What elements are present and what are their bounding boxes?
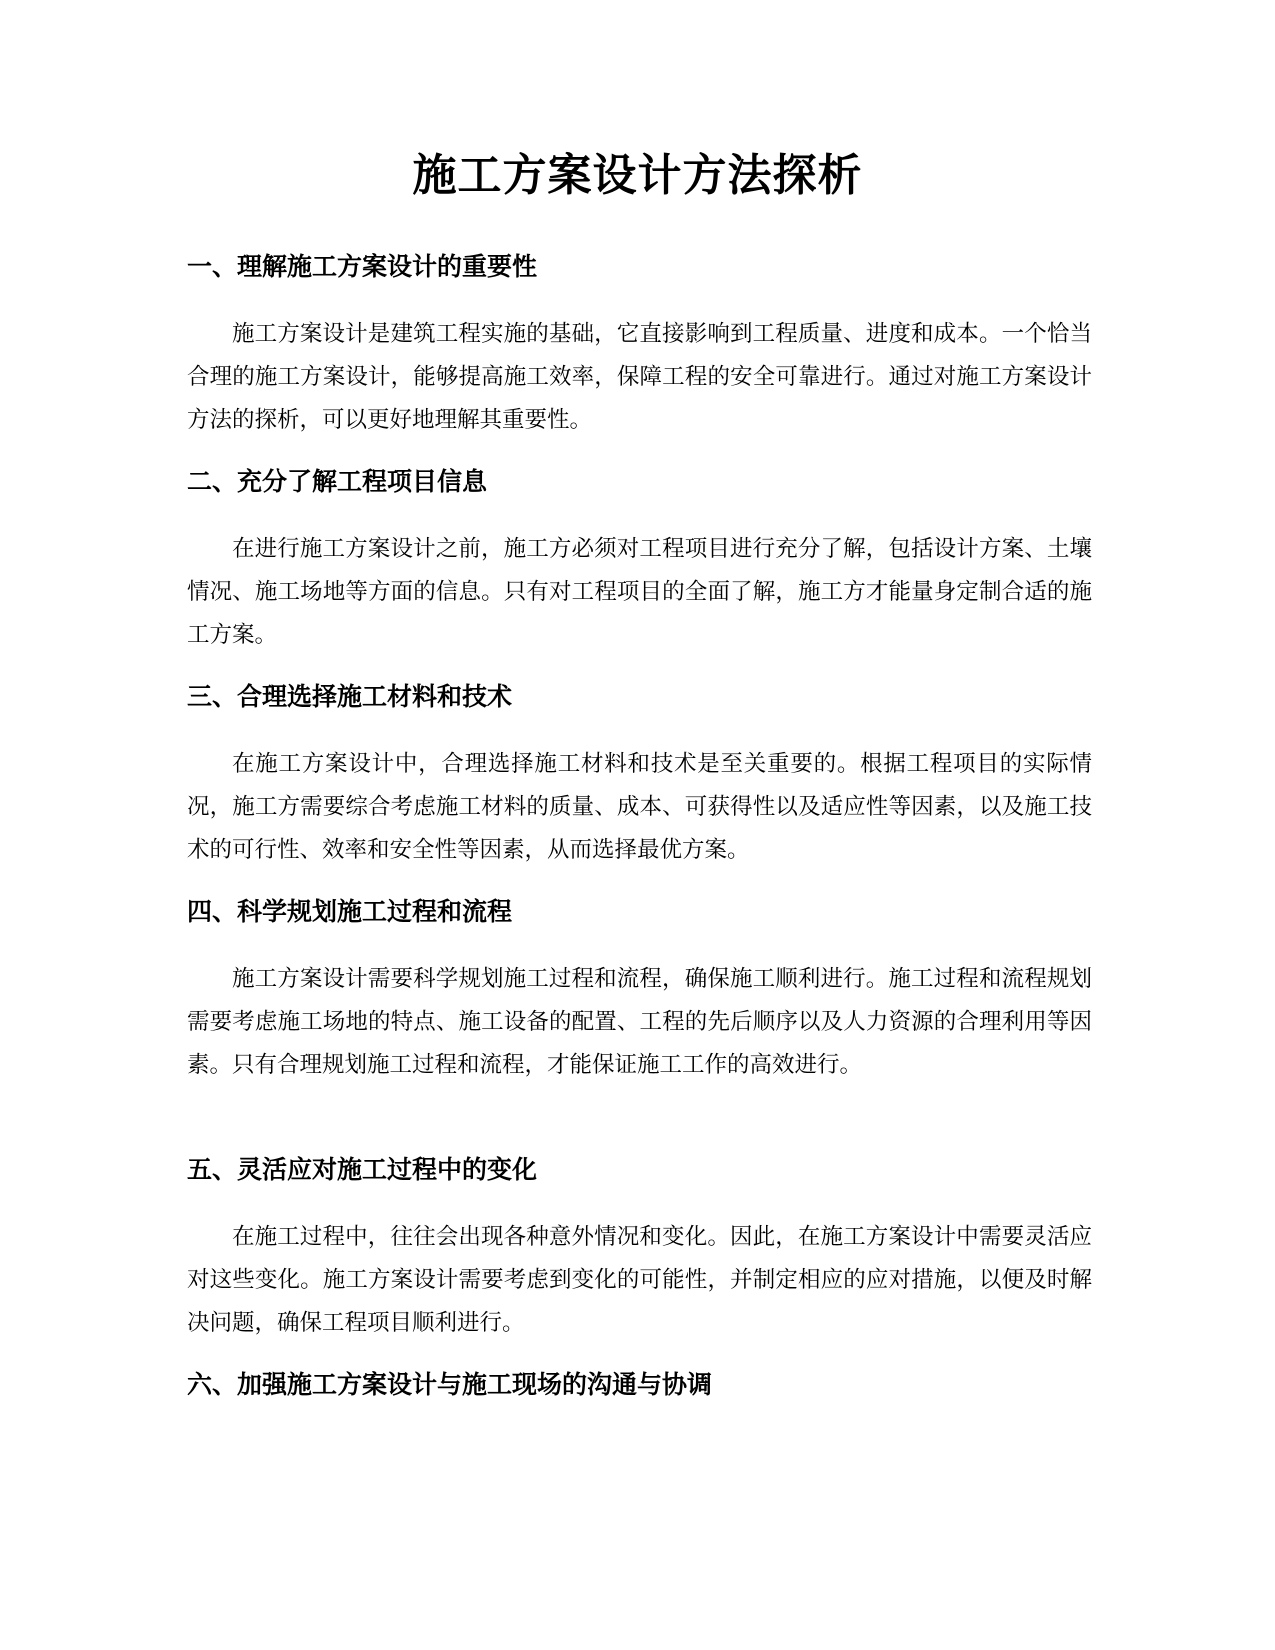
section-heading-6: 六、加强施工方案设计与施工现场的沟通与协调 bbox=[187, 1370, 713, 1399]
section-paragraph-4: 施工方案设计需要科学规划施工过程和流程，确保施工顺利进行。施工过程和流程规划需要考虑施工场地的特点、施工设备的配置、工程的先后顺序以及人力资源的合理利用等因素。只有合理规划施工过程和流程，才能保证施工工作的高效进行。 bbox=[187, 966, 1092, 1078]
section-heading-4: 四、科学规划施工过程和流程 bbox=[187, 897, 513, 926]
section-heading-1: 一、理解施工方案设计的重要性 bbox=[187, 252, 538, 281]
section-paragraph-1: 施工方案设计是建筑工程实施的基础，它直接影响到工程质量、进度和成本。一个恰当合理的施工方案设计，能够提高施工效率，保障工程的安全可靠进行。通过对施工方案设计方法的探析，可以更好地理解其重要性。 bbox=[187, 321, 1092, 433]
section-heading-3: 三、合理选择施工材料和技术 bbox=[187, 682, 513, 711]
section-heading-5: 五、灵活应对施工过程中的变化 bbox=[187, 1155, 538, 1184]
section-heading-2: 二、充分了解工程项目信息 bbox=[187, 467, 488, 496]
document-title: 施工方案设计方法探析 bbox=[412, 150, 863, 201]
section-paragraph-2: 在进行施工方案设计之前，施工方必须对工程项目进行充分了解，包括设计方案、土壤情况、施工场地等方面的信息。只有对工程项目的全面了解，施工方才能量身定制合适的施工方案。 bbox=[187, 536, 1092, 648]
section-paragraph-3: 在施工方案设计中，合理选择施工材料和技术是至关重要的。根据工程项目的实际情况，施工方需要综合考虑施工材料的质量、成本、可获得性以及适应性等因素，以及施工技术的可行性、效率和安全性等因素，从而选择最优方案。 bbox=[187, 751, 1092, 863]
section-paragraph-5: 在施工过程中，往往会出现各种意外情况和变化。因此，在施工方案设计中需要灵活应对这些变化。施工方案设计需要考虑到变化的可能性，并制定相应的应对措施，以便及时解决问题，确保工程项目顺利进行。 bbox=[187, 1224, 1092, 1336]
